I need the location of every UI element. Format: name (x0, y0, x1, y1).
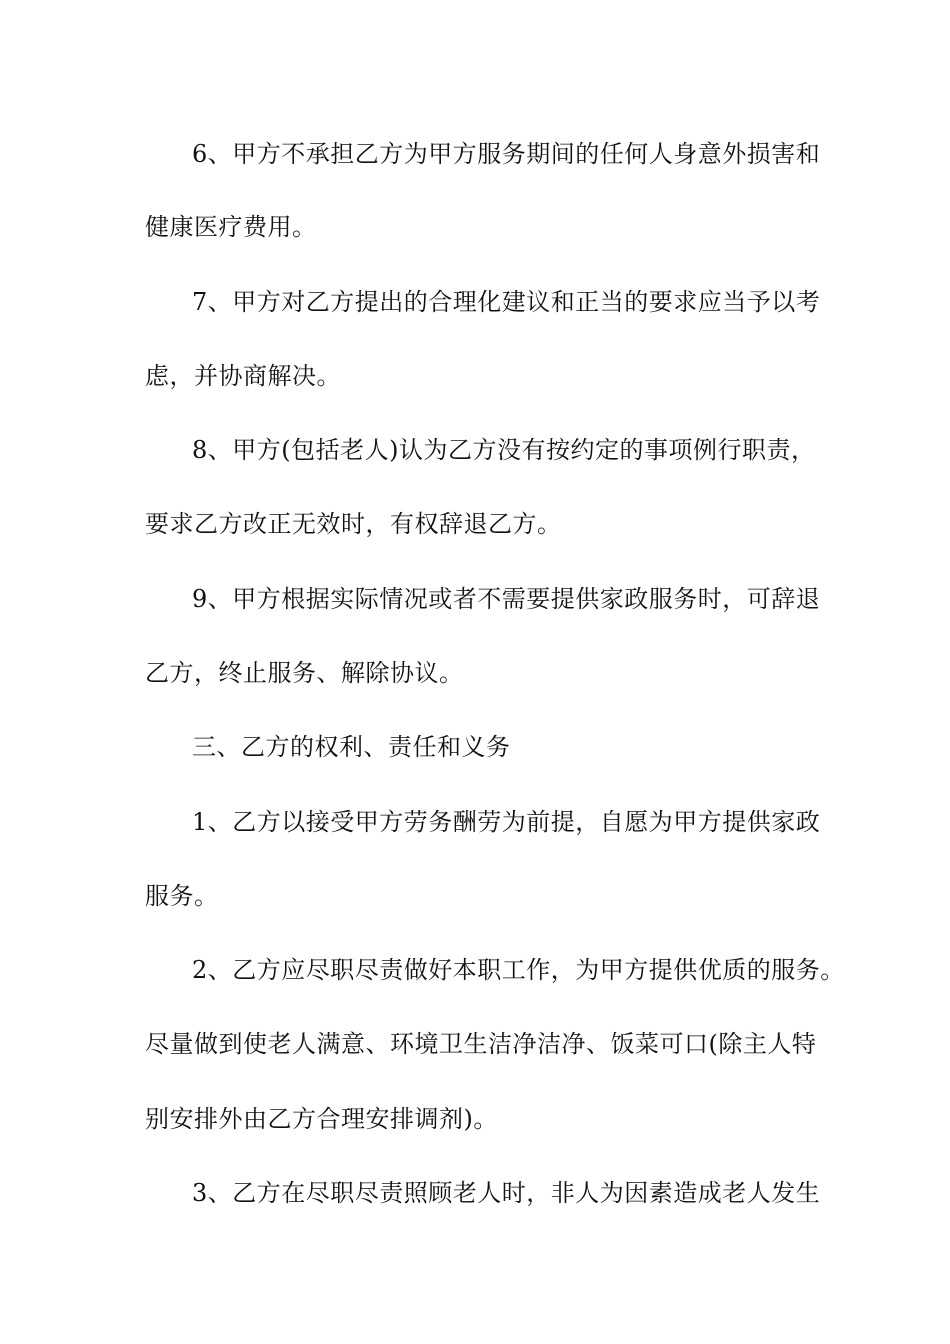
section3-clause-2-line-1: 2、乙方应尽职尽责做好本职工作，为甲方提供优质的服务。 (192, 956, 845, 984)
section-heading: 三、乙方的权利、责任和义务 (192, 733, 511, 761)
clause-9-line-1: 9、甲方根据实际情况或者不需要提供家政服务时，可辞退 (192, 585, 821, 613)
section3-clause-1-line-1: 1、乙方以接受甲方劳务酬劳为前提，自愿为甲方提供家政 (192, 808, 821, 836)
section3-clause-2-line-2: 尽量做到使老人满意、环境卫生洁净洁净、饭菜可口(除主人特 (145, 1030, 817, 1058)
section3-clause-1-line-2: 服务。 (145, 882, 219, 910)
clause-8-line-2: 要求乙方改正无效时，有权辞退乙方。 (145, 510, 562, 538)
clause-9-line-2: 乙方，终止服务、解除协议。 (145, 659, 464, 687)
section3-clause-2-line-3: 别安排外由乙方合理安排调剂)。 (145, 1105, 498, 1133)
clause-6-line-1: 6、甲方不承担乙方为甲方服务期间的任何人身意外损害和 (192, 140, 821, 168)
section3-clause-3-line-1: 3、乙方在尽职尽责照顾老人时，非人为因素造成老人发生 (192, 1179, 821, 1207)
clause-7-line-2: 虑，并协商解决。 (145, 362, 341, 390)
clause-8-line-1: 8、甲方(包括老人)认为乙方没有按约定的事项例行职责， (192, 436, 816, 464)
clause-6-line-2: 健康医疗费用。 (145, 213, 317, 241)
clause-7-line-1: 7、甲方对乙方提出的合理化建议和正当的要求应当予以考 (192, 288, 821, 316)
